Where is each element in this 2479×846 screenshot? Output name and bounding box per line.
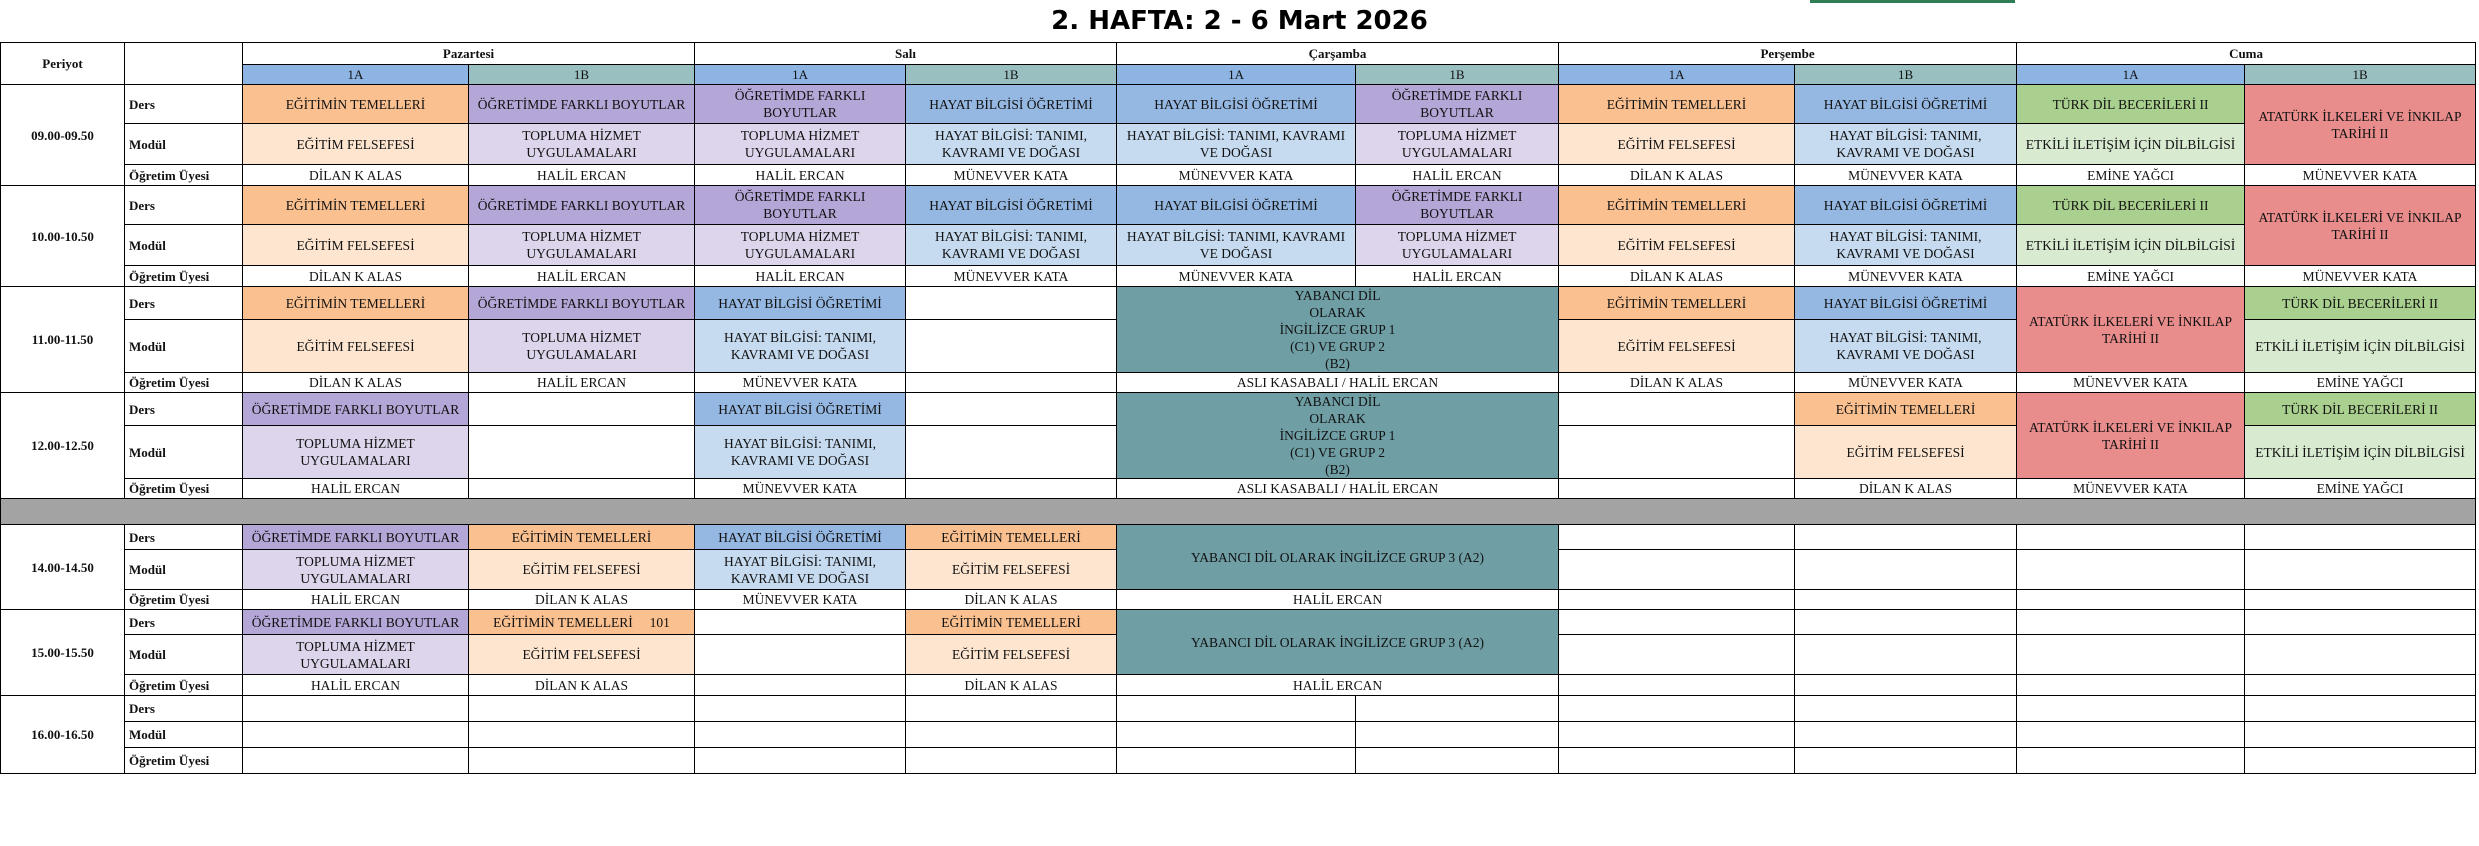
instructor-cell: DİLAN K ALAS (1559, 266, 1795, 287)
instructor-cell: HALİL ERCAN (1356, 266, 1559, 287)
course-cell: ÖĞRETİMDE FARKLI BOYUTLAR (1356, 85, 1559, 124)
period-time: 15.00-15.50 (1, 610, 125, 696)
instructor-cell: HALİL ERCAN (695, 165, 906, 186)
instructor-cell: EMİNE YAĞCI (2245, 373, 2476, 393)
empty-cell (1559, 550, 1795, 590)
empty-cell (906, 320, 1117, 373)
course-cell: ÖĞRETİMDE FARKLI BOYUTLAR (469, 85, 695, 124)
empty-cell (2245, 722, 2476, 748)
module-cell: HAYAT BİLGİSİ: TANIMI, KAVRAMI VE DOĞASI (906, 225, 1117, 266)
course-cell: ÖĞRETİMDE FARKLI BOYUTLAR (469, 287, 695, 320)
course-cell: EĞİTİMİN TEMELLERİ (1559, 186, 1795, 225)
instructor-cell: DİLAN K ALAS (469, 675, 695, 696)
instructor-cell: DİLAN K ALAS (243, 266, 469, 287)
empty-cell (1795, 748, 2017, 774)
row-label-ders: Ders (125, 186, 243, 225)
instructor-cell: MÜNEVVER KATA (1117, 266, 1356, 287)
empty-cell (1356, 696, 1559, 722)
instructor-cell: MÜNEVVER KATA (906, 266, 1117, 287)
instructor-cell: DİLAN K ALAS (1559, 165, 1795, 186)
period-time: 11.00-11.50 (1, 287, 125, 393)
course-cell: ATATÜRK İLKELERİ VE İNKILAP TARİHİ II (2245, 186, 2476, 266)
period-header: Periyot (1, 43, 125, 85)
course-cell: ÖĞRETİMDE FARKLI BOYUTLAR (243, 393, 469, 426)
empty-cell (2017, 610, 2245, 635)
module-cell: ETKİLİ İLETİŞİM İÇİN DİLBİLGİSİ (2245, 426, 2476, 479)
row-label-ders: Ders (125, 525, 243, 550)
row-label-uye: Öğretim Üyesi (125, 675, 243, 696)
course-cell: HAYAT BİLGİSİ ÖĞRETİMİ (1117, 186, 1356, 225)
course-cell: ÖĞRETİMDE FARKLI BOYUTLAR (695, 85, 906, 124)
course-cell: EĞİTİMİN TEMELLERİ (243, 287, 469, 320)
empty-cell (906, 287, 1117, 320)
group-1b-header: 1B (2245, 65, 2476, 85)
day-wednesday: Çarşamba (1117, 43, 1559, 65)
row-label-modul: Modül (125, 426, 243, 479)
empty-cell (906, 748, 1117, 774)
empty-cell (906, 479, 1117, 499)
empty-cell (1559, 426, 1795, 479)
module-cell: TOPLUMA HİZMET UYGULAMALARI (469, 124, 695, 165)
course-cell: ÖĞRETİMDE FARKLI BOYUTLAR (695, 186, 906, 225)
empty-cell (2245, 525, 2476, 550)
course-cell: HAYAT BİLGİSİ ÖĞRETİMİ (695, 287, 906, 320)
empty-cell (1795, 610, 2017, 635)
day-tuesday: Salı (695, 43, 1117, 65)
instructor-cell: MÜNEVVER KATA (695, 373, 906, 393)
instructor-cell: HALİL ERCAN (1117, 590, 1559, 610)
instructor-cell: DİLAN K ALAS (1559, 373, 1795, 393)
module-cell: TOPLUMA HİZMET UYGULAMALARI (469, 225, 695, 266)
empty-cell (1559, 748, 1795, 774)
english-course-cell: YABANCI DİL OLARAK İNGİLİZCE GRUP 1 (C1) VE GRUP 2 (B2) (1117, 393, 1559, 479)
group-1a-header: 1A (243, 65, 469, 85)
course-cell: ÖĞRETİMDE FARKLI BOYUTLAR (1356, 186, 1559, 225)
instructor-cell: MÜNEVVER KATA (906, 165, 1117, 186)
module-cell: EĞİTİM FELSEFESİ (1559, 320, 1795, 373)
empty-cell (906, 373, 1117, 393)
empty-cell (2017, 675, 2245, 696)
row-label-ders: Ders (125, 85, 243, 124)
module-cell: HAYAT BİLGİSİ: TANIMI, KAVRAMI VE DOĞASI (1117, 225, 1356, 266)
module-cell: ETKİLİ İLETİŞİM İÇİN DİLBİLGİSİ (2017, 225, 2245, 266)
row-label-modul: Modül (125, 124, 243, 165)
empty-cell (1559, 722, 1795, 748)
course-cell: HAYAT BİLGİSİ ÖĞRETİMİ (1795, 287, 2017, 320)
day-friday: Cuma (2017, 43, 2476, 65)
empty-cell (243, 722, 469, 748)
empty-cell (1559, 675, 1795, 696)
course-cell: EĞİTİMİN TEMELLERİ 101 (469, 610, 695, 635)
empty-cell (2017, 635, 2245, 675)
course-cell: EĞİTİMİN TEMELLERİ (1559, 287, 1795, 320)
course-cell: TÜRK DİL BECERİLERİ II (2017, 85, 2245, 124)
empty-cell (1795, 550, 2017, 590)
empty-cell (1559, 590, 1795, 610)
empty-cell (2245, 748, 2476, 774)
module-cell: HAYAT BİLGİSİ: TANIMI, KAVRAMI VE DOĞASI (695, 550, 906, 590)
group-1b-header: 1B (469, 65, 695, 85)
row-label-header (125, 43, 243, 85)
schedule-title: 2. HAFTA: 2 - 6 Mart 2026 (1051, 6, 1428, 36)
empty-cell (695, 748, 906, 774)
empty-cell (1356, 722, 1559, 748)
group-1b-header: 1B (1356, 65, 1559, 85)
row-label-modul: Modül (125, 320, 243, 373)
instructor-cell: MÜNEVVER KATA (695, 590, 906, 610)
instructor-cell: MÜNEVVER KATA (1117, 165, 1356, 186)
instructor-cell: EMİNE YAĞCI (2017, 266, 2245, 287)
instructor-cell: HALİL ERCAN (243, 590, 469, 610)
course-cell: HAYAT BİLGİSİ ÖĞRETİMİ (695, 393, 906, 426)
course-cell: TÜRK DİL BECERİLERİ II (2245, 393, 2476, 426)
course-cell: ÖĞRETİMDE FARKLI BOYUTLAR (243, 525, 469, 550)
instructor-cell: MÜNEVVER KATA (1795, 373, 2017, 393)
module-cell: TOPLUMA HİZMET UYGULAMALARI (243, 635, 469, 675)
module-cell: EĞİTİM FELSEFESİ (243, 320, 469, 373)
empty-cell (695, 635, 906, 675)
module-cell: TOPLUMA HİZMET UYGULAMALARI (695, 124, 906, 165)
empty-cell (1117, 722, 1356, 748)
course-cell: EĞİTİMİN TEMELLERİ (1795, 393, 2017, 426)
instructor-cell: ASLI KASABALI / HALİL ERCAN (1117, 479, 1559, 499)
course-cell: TÜRK DİL BECERİLERİ II (2245, 287, 2476, 320)
period-time: 12.00-12.50 (1, 393, 125, 499)
empty-cell (906, 722, 1117, 748)
instructor-cell: EMİNE YAĞCI (2017, 165, 2245, 186)
module-cell: TOPLUMA HİZMET UYGULAMALARI (243, 550, 469, 590)
group-1a-header: 1A (2017, 65, 2245, 85)
group-1a-header: 1A (1117, 65, 1356, 85)
empty-cell (695, 675, 906, 696)
empty-cell (2245, 696, 2476, 722)
course-cell: HAYAT BİLGİSİ ÖĞRETİMİ (695, 525, 906, 550)
empty-cell (1356, 748, 1559, 774)
module-cell: TOPLUMA HİZMET UYGULAMALARI (243, 426, 469, 479)
module-cell: EĞİTİM FELSEFESİ (469, 635, 695, 675)
empty-cell (695, 722, 906, 748)
empty-cell (1795, 675, 2017, 696)
module-cell: HAYAT BİLGİSİ: TANIMI, KAVRAMI VE DOĞASI (1795, 225, 2017, 266)
group-1b-header: 1B (1795, 65, 2017, 85)
empty-cell (2245, 590, 2476, 610)
module-cell: HAYAT BİLGİSİ: TANIMI, KAVRAMI VE DOĞASI (1795, 124, 2017, 165)
empty-cell (1117, 696, 1356, 722)
module-cell: EĞİTİM FELSEFESİ (1559, 124, 1795, 165)
instructor-cell: HALİL ERCAN (1356, 165, 1559, 186)
empty-cell (1559, 610, 1795, 635)
empty-cell (1559, 696, 1795, 722)
empty-cell (695, 696, 906, 722)
empty-cell (2017, 722, 2245, 748)
period-time: 10.00-10.50 (1, 186, 125, 287)
module-cell: TOPLUMA HİZMET UYGULAMALARI (1356, 225, 1559, 266)
instructor-cell: MÜNEVVER KATA (2245, 165, 2476, 186)
empty-cell (2017, 550, 2245, 590)
empty-cell (2017, 590, 2245, 610)
course-cell: HAYAT BİLGİSİ ÖĞRETİMİ (1117, 85, 1356, 124)
weekly-schedule-table (0, 42, 2476, 774)
empty-cell (906, 426, 1117, 479)
module-cell: EĞİTİM FELSEFESİ (243, 225, 469, 266)
empty-cell (1795, 722, 2017, 748)
row-label-uye: Öğretim Üyesi (125, 165, 243, 186)
row-label-uye: Öğretim Üyesi (125, 748, 243, 774)
row-label-uye: Öğretim Üyesi (125, 373, 243, 393)
module-cell: HAYAT BİLGİSİ: TANIMI, KAVRAMI VE DOĞASI (695, 320, 906, 373)
course-cell: HAYAT BİLGİSİ ÖĞRETİMİ (1795, 85, 2017, 124)
empty-cell (469, 393, 695, 426)
empty-cell (2245, 610, 2476, 635)
row-label-uye: Öğretim Üyesi (125, 590, 243, 610)
row-label-modul: Modül (125, 635, 243, 675)
row-label-modul: Modül (125, 550, 243, 590)
course-cell: ÖĞRETİMDE FARKLI BOYUTLAR (243, 610, 469, 635)
empty-cell (243, 748, 469, 774)
course-cell: HAYAT BİLGİSİ ÖĞRETİMİ (906, 186, 1117, 225)
period-time: 09.00-09.50 (1, 85, 125, 186)
module-cell: EĞİTİM FELSEFESİ (469, 550, 695, 590)
course-cell: EĞİTİMİN TEMELLERİ (906, 525, 1117, 550)
module-cell: ETKİLİ İLETİŞİM İÇİN DİLBİLGİSİ (2017, 124, 2245, 165)
module-cell: TOPLUMA HİZMET UYGULAMALARI (1356, 124, 1559, 165)
module-cell: HAYAT BİLGİSİ: TANIMI, KAVRAMI VE DOĞASI (906, 124, 1117, 165)
empty-cell (695, 610, 906, 635)
day-thursday: Perşembe (1559, 43, 2017, 65)
period-time: 14.00-14.50 (1, 525, 125, 610)
empty-cell (1795, 696, 2017, 722)
empty-cell (2245, 635, 2476, 675)
instructor-cell: MÜNEVVER KATA (1795, 266, 2017, 287)
row-label-ders: Ders (125, 610, 243, 635)
row-label-modul: Modül (125, 722, 243, 748)
empty-cell (906, 696, 1117, 722)
course-cell: EĞİTİMİN TEMELLERİ (243, 85, 469, 124)
course-cell: HAYAT BİLGİSİ ÖĞRETİMİ (1795, 186, 2017, 225)
english-course-cell: YABANCI DİL OLARAK İNGİLİZCE GRUP 3 (A2) (1117, 525, 1559, 590)
empty-cell (1795, 525, 2017, 550)
instructor-cell: DİLAN K ALAS (243, 373, 469, 393)
course-cell: EĞİTİMİN TEMELLERİ (469, 525, 695, 550)
empty-cell (1795, 635, 2017, 675)
course-cell: HAYAT BİLGİSİ ÖĞRETİMİ (906, 85, 1117, 124)
module-cell: HAYAT BİLGİSİ: TANIMI, KAVRAMI VE DOĞASI (1117, 124, 1356, 165)
course-cell: ATATÜRK İLKELERİ VE İNKILAP TARİHİ II (2017, 393, 2245, 479)
instructor-cell: MÜNEVVER KATA (2245, 266, 2476, 287)
module-cell: EĞİTİM FELSEFESİ (1795, 426, 2017, 479)
row-label-uye: Öğretim Üyesi (125, 479, 243, 499)
instructor-cell: MÜNEVVER KATA (695, 479, 906, 499)
day-monday: Pazartesi (243, 43, 695, 65)
instructor-cell: HALİL ERCAN (1117, 675, 1559, 696)
course-cell: TÜRK DİL BECERİLERİ II (2017, 186, 2245, 225)
module-cell: EĞİTİM FELSEFESİ (906, 635, 1117, 675)
row-label-modul: Modül (125, 225, 243, 266)
empty-cell (2245, 675, 2476, 696)
instructor-cell: HALİL ERCAN (469, 373, 695, 393)
empty-cell (243, 696, 469, 722)
instructor-cell: MÜNEVVER KATA (2017, 373, 2245, 393)
lunch-break-row (1, 499, 2476, 525)
row-label-ders: Ders (125, 287, 243, 320)
row-label-uye: Öğretim Üyesi (125, 266, 243, 287)
empty-cell (2017, 748, 2245, 774)
empty-cell (1559, 393, 1795, 426)
module-cell: HAYAT BİLGİSİ: TANIMI, KAVRAMI VE DOĞASI (695, 426, 906, 479)
module-cell: EĞİTİM FELSEFESİ (906, 550, 1117, 590)
instructor-cell: DİLAN K ALAS (906, 675, 1117, 696)
instructor-cell: HALİL ERCAN (243, 479, 469, 499)
empty-cell (1559, 479, 1795, 499)
instructor-cell: MÜNEVVER KATA (2017, 479, 2245, 499)
course-cell: ÖĞRETİMDE FARKLI BOYUTLAR (469, 186, 695, 225)
group-1b-header: 1B (906, 65, 1117, 85)
instructor-cell: MÜNEVVER KATA (1795, 165, 2017, 186)
group-1a-header: 1A (1559, 65, 1795, 85)
row-label-ders: Ders (125, 696, 243, 722)
row-label-ders: Ders (125, 393, 243, 426)
empty-cell (2017, 696, 2245, 722)
empty-cell (1117, 748, 1356, 774)
course-cell: EĞİTİMİN TEMELLERİ (906, 610, 1117, 635)
empty-cell (469, 722, 695, 748)
instructor-cell: DİLAN K ALAS (243, 165, 469, 186)
instructor-cell: DİLAN K ALAS (1795, 479, 2017, 499)
empty-cell (1795, 590, 2017, 610)
instructor-cell: HALİL ERCAN (469, 165, 695, 186)
instructor-cell: DİLAN K ALAS (906, 590, 1117, 610)
module-cell: TOPLUMA HİZMET UYGULAMALARI (469, 320, 695, 373)
instructor-cell: HALİL ERCAN (469, 266, 695, 287)
module-cell: HAYAT BİLGİSİ: TANIMI, KAVRAMI VE DOĞASI (1795, 320, 2017, 373)
empty-cell (906, 393, 1117, 426)
instructor-cell: HALİL ERCAN (243, 675, 469, 696)
empty-cell (1559, 635, 1795, 675)
empty-cell (469, 696, 695, 722)
empty-cell (2017, 525, 2245, 550)
course-cell: EĞİTİMİN TEMELLERİ (1559, 85, 1795, 124)
course-cell: ATATÜRK İLKELERİ VE İNKILAP TARİHİ II (2245, 85, 2476, 165)
instructor-cell: ASLI KASABALI / HALİL ERCAN (1117, 373, 1559, 393)
empty-cell (1559, 525, 1795, 550)
empty-cell (469, 479, 695, 499)
group-1a-header: 1A (695, 65, 906, 85)
module-cell: EĞİTİM FELSEFESİ (243, 124, 469, 165)
module-cell: TOPLUMA HİZMET UYGULAMALARI (695, 225, 906, 266)
english-course-cell: YABANCI DİL OLARAK İNGİLİZCE GRUP 1 (C1) VE GRUP 2 (B2) (1117, 287, 1559, 373)
course-cell: ATATÜRK İLKELERİ VE İNKILAP TARİHİ II (2017, 287, 2245, 373)
instructor-cell: EMİNE YAĞCI (2245, 479, 2476, 499)
module-cell: EĞİTİM FELSEFESİ (1559, 225, 1795, 266)
instructor-cell: HALİL ERCAN (695, 266, 906, 287)
period-time: 16.00-16.50 (1, 696, 125, 774)
english-course-cell: YABANCI DİL OLARAK İNGİLİZCE GRUP 3 (A2) (1117, 610, 1559, 675)
empty-cell (469, 426, 695, 479)
instructor-cell: DİLAN K ALAS (469, 590, 695, 610)
course-cell: EĞİTİMİN TEMELLERİ (243, 186, 469, 225)
module-cell: ETKİLİ İLETİŞİM İÇİN DİLBİLGİSİ (2245, 320, 2476, 373)
empty-cell (2245, 550, 2476, 590)
empty-cell (469, 748, 695, 774)
